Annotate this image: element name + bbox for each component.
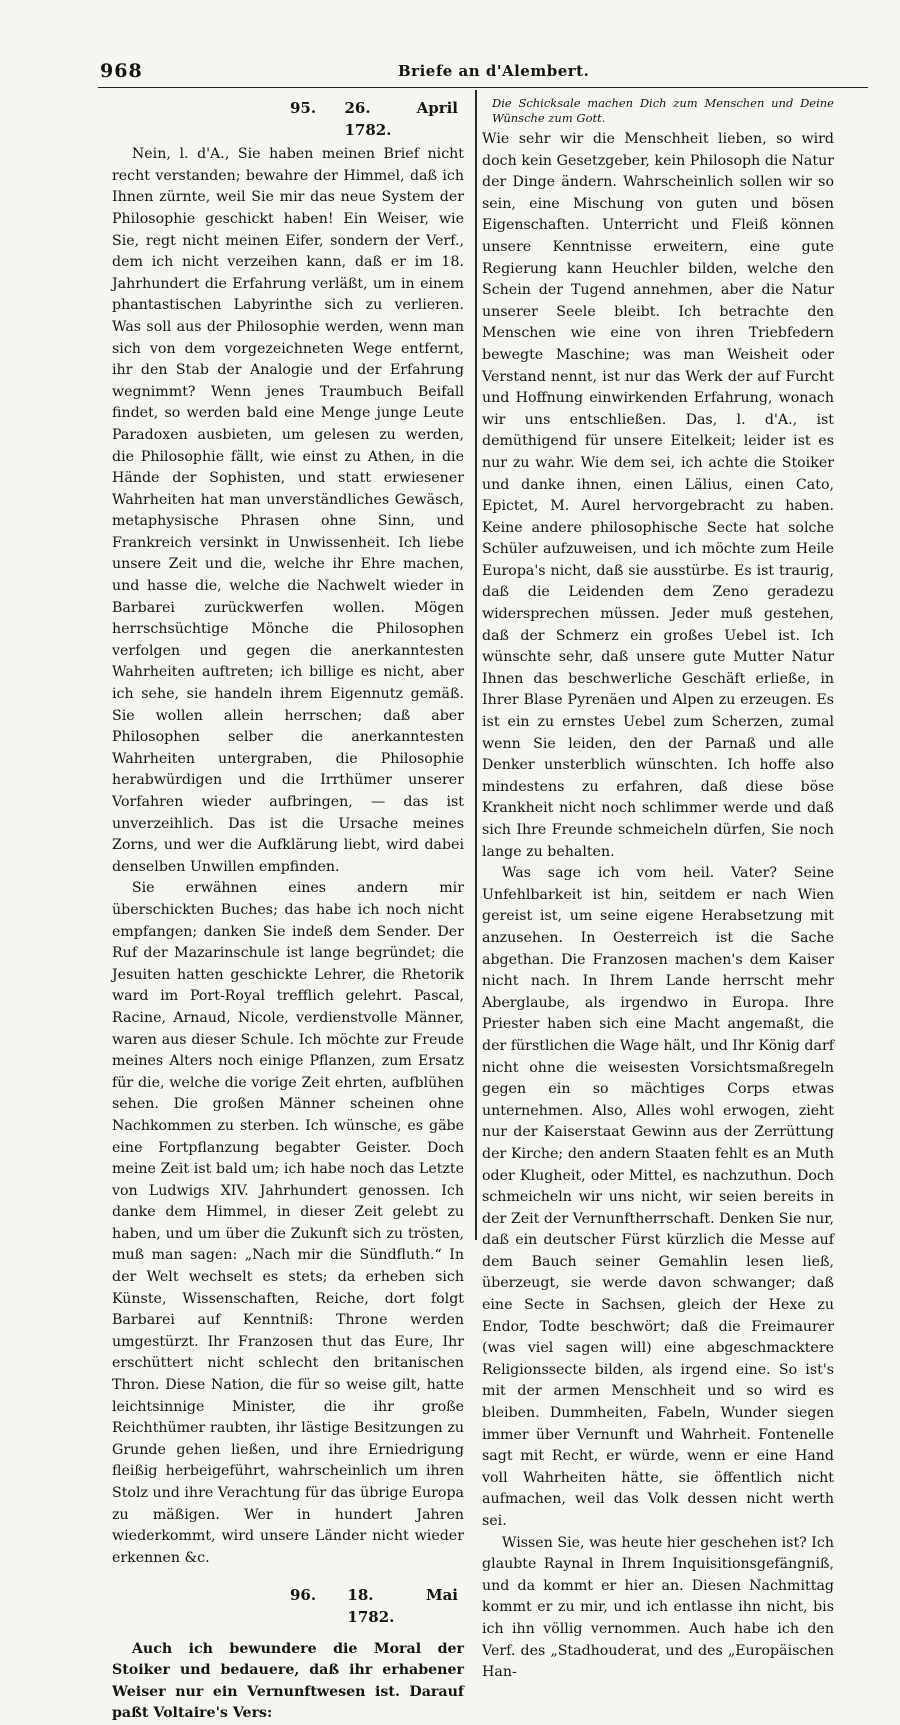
running-head: Briefe an d'Alembert. [398, 62, 590, 80]
verse-quote: Die Schicksale machen Dich zum Menschen und Deine Wünsche zum Gott. [492, 96, 834, 125]
letter-heading [112, 98, 464, 141]
paragraph: Nein, l. d'A., Sie haben meinen Brief nicht recht verstanden; bewahre der Himmel, daß ich Ihnen zürnte, weil Sie mir das neue System der Philosophie geschickt haben! Ein Weiser, wie Sie, regt nicht meinen Eifer, sondern der Verf., dem ich nicht verzeihen kann, daß er im 18. Jahrhundert die Erfahrung verläßt, um in einem phantastischen Labyrinthe sich zu verlieren. Was soll aus der Philosophie werden, wenn man sich von dem vorgezeichneten Wege entfernt, ihr den Stab der Analogie und der Erfahrung wegnimmt? Wenn jenes Traumbuch Beifall findet, so werden bald eine Menge junge Leute Paradoxen ausbieten, um gelesen zu werden, die Philosophie fällt, wie einst zu Athen, in die Hände der Sophisten, und statt erwiesener Wahrheiten hat man unverständliches Gewäsch, metaphysische Phrasen ohne Sinn, und Frankreich versinkt in Unwissenheit. Ich liebe unsere Zeit und die, welche ihr Ehre machen, und hasse die, welche die Nachwelt wieder in Barbarei zurückwerfen wollen. Mögen herrschsüchtige Mönche die Philosophen verfolgen und gegen die anerkanntesten Wahrheiten auftreten; ich billige es nicht, aber ich sehe, sie handeln ihrem Eigennutz gemäß. Sie wollen allein herrschen; daß aber Philosophen selber die anerkanntesten Wahrheiten untergraben, die Philosophie herabwürdigen und die Irrthümer unserer Vorfahren wieder aufbringen, — das ist unverzeihlich. Das ist die Ursache meines Zorns, und wer die Aufklärung liebt, wird dabei denselben Unwillen empfinden. [112, 146, 464, 875]
paragraph: Was sage ich vom heil. Vater? Seine Unfehlbarkeit ist hin, seitdem er nach Wien gereist ist, um seine eigene Herabsetzung mit anzusehen. In Oesterreich ist die Sache abgethan. Die Franzosen machen's dem Kaiser nicht nach. In Ihrem Lande herrscht mehr Aberglaube, als irgendwo in Europa. Ihre Priester haben sich eine Macht angemaßt, die der fürstlichen die Wage hält, und Ihr König darf nicht ohne die weisesten Vorsichtsmaßregeln gegen ein so mächtiges Corps etwas unternehmen. Also, Alles wohl erwogen, zieht nur der Kaiserstaat Gewinn aus der Zerrüttung der Kirche; den andern Staaten fehlt es an Muth oder Klugheit, oder Mittel, es nachzuthun. Doch schmeicheln wir uns nicht, wir seien bereits in der Zeit der Vernunftherrschaft. Denken Sie nur, daß ein deutscher Fürst kürzlich die Messe auf dem Bauch seiner Gemahlin lesen ließ, überzeugt, sie werde davon schwanger; daß eine Secte in Sachsen, gleich der Hexe zu Endor, Todte beschwört; daß die Freimaurer (was viel sagen will) eine abgeschmacktere Religionssecte bilden, als irgend eine. So ist's mit der armen Menschheit und so wird es bleiben. Dummheiten, Fabeln, Wunder siegen immer über Vernunft und Wahrheit. Fontenelle sagt mit Recht, er würde, wenn er eine Hand voll Wahrheiten hätte, sie öffentlich nicht aufmachen, weil das Volk dessen nicht werth sei. [482, 865, 834, 1529]
page-header [78, 58, 868, 84]
column-divider [475, 90, 477, 1240]
letter-date: 18. Mai 1782. [347, 1586, 458, 1626]
page-number: 968 [100, 60, 143, 82]
letter-number: 96. [290, 1586, 317, 1605]
right-column [482, 96, 834, 1684]
paragraph: Wie sehr wir die Menschheit lieben, so wird doch kein Gesetzgeber, kein Philosoph die Natur der Dinge ändern. Wahrscheinlich sollen wir so sein, eine Mischung von guten und bösen Eigenschaften. Unterricht und Fleiß können unsere Kenntnisse erweitern, eine gute Regierung kann Heuchler bilden, welche den Schein der Tugend annehmen, aber die Natur unserer Seele bleibt. Ich betrachte den Menschen wie eine von ihren Triebfedern bewegte Maschine; was man Weisheit oder Verstand nennt, ist nur das Werk der auf Furcht und Hoffnung einwirkenden Erfahrung, wonach wir uns entschließen. Das, l. d'A., ist demüthigend für unsere Eitelkeit; leider ist es nur zu wahr. Wie dem sei, ich achte die Stoiker und danke ihnen, einen Lälius, einen Cato, Epictet, M. Aurel hervorgebracht zu haben. Keine andere philosophische Secte hat solche Schüler aufzuweisen, und ich möchte zum Heile Europa's nicht, daß sie ausstürbe. Es ist traurig, daß die Leidenden dem Zeno geradezu widersprechen müssen. Jeder muß gestehen, daß der Schmerz ein großes Uebel ist. Ich wünschte sehr, daß unsere gute Mutter Natur Ihnen das beschwerliche Geschäft erließe, in Ihrer Blase Pyrenäen und Alpen zu erzeugen. Es ist ein zu ernstes Uebel zum Scherzen, zumal wenn Sie leiden, den der Parnaß und alle Denker unsterblich wünschten. Ich hoffe also mindestens zu erfahren, daß diese böse Krankheit nicht noch schlimmer werde und daß sich Ihre Freunde schmeicheln dürfen, Sie noch lange zu behalten. [482, 131, 834, 860]
letter-date: 26. April 1782. [344, 99, 458, 139]
left-column [112, 96, 464, 1725]
header-rule [98, 87, 868, 88]
letter-heading [112, 1585, 464, 1628]
paragraph: Wissen Sie, was heute hier geschehen ist? Ich glaubte Raynal in Ihrem Inquisitionsgefängniß, und da kommt er hier an. Diesen Nachmittag kommt er zu mir, und ich entlasse ihn nicht, bis ich ihn völlig vernommen. Auch habe ich den Verf. des „Stadhouderat, und des „Europäischen Han- [482, 1534, 834, 1681]
paragraph: Sie erwähnen eines andern mir überschickten Buches; das habe ich noch nicht empfangen; danken Sie indeß dem Sender. Der Ruf der Mazarinschule ist lange begründet; die Jesuiten hatten geschickte Lehrer, die Rhetorik ward im Port-Royal trefflich gelehrt. Pascal, Racine, Arnaud, Nicole, verdienstvolle Männer, waren aus dieser Schule. Ich möchte zur Freude meines Alters noch einige Pflanzen, zum Ersatz für die, welche die vorige Zeit ehrten, aufblühen sehen. Die großen Männer scheinen ohne Nachkommen zu sterben. Ich wünsche, es gäbe eine Fortpflanzung begabter Geister. Doch meine Zeit ist bald um; ich habe noch das Letzte von Ludwigs XIV. Jahrhundert genossen. Ich danke dem Himmel, in dieser Zeit gelebt zu haben, und um über die Zukunft sich zu trösten, muß man sagen: „Nach mir die Sündfluth.“ In der Welt wechselt es stets; da erheben sich Künste, Wissenschaften, Reiche, dort folgt Barbarei auf Kenntniß: Throne werden umgestürzt. Ihr Franzosen thut das Eure, Ihr erschüttert nicht schlecht den britanischen Thron. Diese Nation, die für so weise gilt, hatte leichtsinnige Minister, die ihr große Reichthümer raubten, ihr lästige Besitzungen zu Grunde gehen ließen, und ihre Erniedrigung fleißig herbeigeführt, wahrscheinlich um ihren Stolz und ihre Verachtung für das übrige Europa zu mäßigen. Wer in hundert Jahren wiederkommt, wird unsere Länder nicht wieder erkennen &c. [112, 880, 464, 1566]
letter-number: 95. [290, 99, 317, 117]
paragraph: Auch ich bewundere die Moral der Stoiker und bedauere, daß ihr erhabener Weiser nur ein Vernunftwesen ist. Darauf paßt Voltaire's Vers: [112, 1640, 464, 1722]
